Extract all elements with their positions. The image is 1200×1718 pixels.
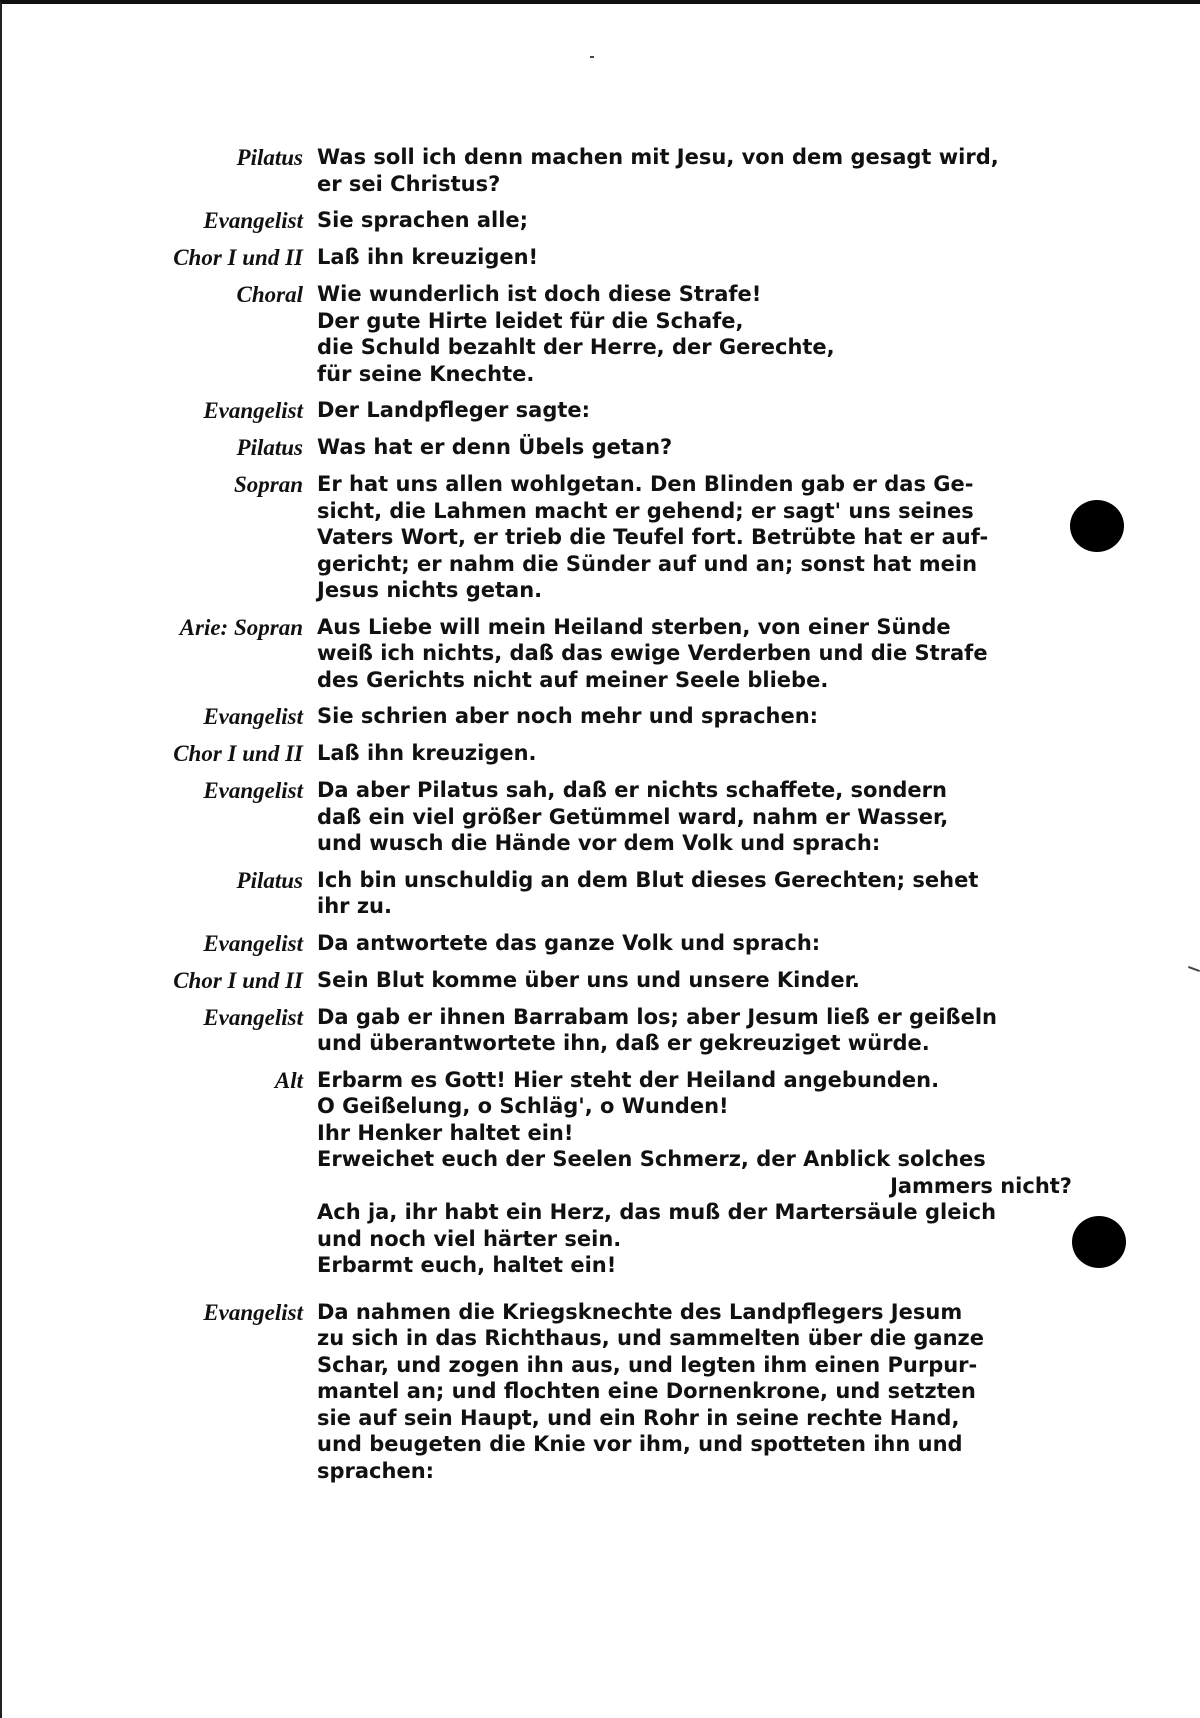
libretto-entry — [122, 614, 1072, 694]
sung-text — [317, 434, 1072, 461]
text-line: Erbarmt euch, haltet ein! — [317, 1253, 617, 1277]
text-line: und beugeten die Knie vor ihm, und spotteten ihn und — [317, 1432, 963, 1456]
text-line: für seine Knechte. — [317, 361, 535, 386]
text-line: Jesus nichts getan. — [317, 578, 543, 602]
text-line: weiß ich nichts, daß das ewige Verderben und die Strafe — [317, 641, 988, 665]
libretto-entry — [122, 207, 1072, 234]
text-line: mantel an; und flochten eine Dornenkrone, und setzten — [317, 1379, 976, 1403]
text-line: Da gab er ihnen Barrabam los; aber Jesum ließ er geißeln — [317, 1004, 998, 1029]
libretto-entry — [122, 281, 1072, 387]
text-line: Vaters Wort, er trieb die Teufel fort. Betrübte hat er auf- — [317, 525, 989, 549]
speaker-label: Choral — [236, 282, 303, 307]
libretto-entry — [122, 777, 1072, 857]
text-line: Was soll ich denn machen mit Jesu, von dem gesagt wird, — [317, 145, 999, 169]
text-line: Erbarm es Gott! Hier steht der Heiland angebunden. — [317, 1067, 940, 1092]
speaker-label: Pilatus — [236, 145, 303, 170]
text-line: Was hat er denn Übels getan? — [317, 435, 673, 459]
speaker-label: Sopran — [233, 472, 303, 497]
sung-text — [317, 967, 1072, 994]
speaker-label: Evangelist — [203, 208, 303, 233]
sung-text — [317, 740, 1072, 767]
text-line: die Schuld bezahlt der Herre, der Gerechte, — [317, 335, 835, 359]
text-line: Schar, und zogen ihn aus, und legten ihm einen Purpur- — [317, 1352, 978, 1377]
text-line: und noch viel härter sein. — [317, 1226, 622, 1251]
sung-text — [317, 777, 1072, 857]
text-line: Ich bin unschuldig an dem Blut dieses Gerechten; sehet — [317, 867, 979, 892]
speaker-label: Evangelist — [203, 398, 303, 423]
scan-speck — [1188, 966, 1200, 972]
libretto-entry — [122, 397, 1072, 424]
text-line: Da aber Pilatus sah, daß er nichts schaffete, sondern — [317, 778, 947, 802]
speaker-label: Arie: Sopran — [179, 614, 303, 640]
libretto-text — [122, 144, 1072, 1494]
ink-blot — [1070, 500, 1124, 552]
text-line: Er hat uns allen wohlgetan. Den Blinden gab er das Ge- — [317, 472, 974, 496]
text-line: er sei Christus? — [317, 171, 501, 196]
speaker-label: Evangelist — [203, 930, 303, 956]
text-line: Erweichet euch der Seelen Schmerz, der Anblick solches — [317, 1147, 986, 1171]
libretto-entry — [122, 1004, 1072, 1057]
text-line: O Geißelung, o Schläg', o Wunden! — [317, 1094, 729, 1118]
sung-text — [317, 144, 1072, 197]
libretto-entry — [122, 740, 1072, 767]
speaker-label: Alt — [274, 1067, 303, 1093]
sung-text — [317, 281, 1072, 387]
libretto-entry — [122, 703, 1072, 730]
text-line: Da nahmen die Kriegsknechte des Landpflegers Jesum — [317, 1299, 963, 1324]
text-line: des Gerichts nicht auf meiner Seele bliebe. — [317, 667, 829, 692]
speaker-label: Chor I und II — [173, 741, 303, 766]
libretto-entry — [122, 434, 1072, 461]
sung-text — [317, 867, 1072, 920]
speaker-label: Pilatus — [236, 435, 303, 460]
text-line: Ach ja, ihr habt ein Herz, das muß der Martersäule gleich — [317, 1200, 997, 1224]
text-line: Sein Blut komme über uns und unsere Kinder. — [317, 967, 860, 992]
text-line: sie auf sein Haupt, und ein Rohr in seine rechte Hand, — [317, 1405, 960, 1430]
speaker-label: Evangelist — [203, 778, 303, 803]
speaker-label: Chor I und II — [173, 967, 303, 993]
libretto-entry — [122, 471, 1072, 604]
text-line: Laß ihn kreuzigen. — [317, 741, 537, 765]
sung-text — [317, 1004, 1072, 1057]
text-line: gericht; er nahm die Sünder auf und an; sonst hat mein — [317, 551, 978, 576]
speaker-label: Evangelist — [203, 1299, 303, 1325]
libretto-entry — [122, 244, 1072, 271]
sung-text — [317, 471, 1072, 604]
sung-text — [317, 1299, 1072, 1485]
text-line: Aus Liebe will mein Heiland sterben, von einer Sünde — [317, 614, 951, 639]
text-line: Ihr Henker haltet ein! — [317, 1120, 574, 1145]
libretto-entry — [122, 1067, 1072, 1279]
sung-text — [317, 703, 1072, 730]
text-line: Sie sprachen alle; — [317, 208, 529, 232]
text-line: und wusch die Hände vor dem Volk und sprach: — [317, 831, 881, 855]
speaker-label: Pilatus — [236, 867, 303, 893]
text-line: Der gute Hirte leidet für die Schafe, — [317, 308, 744, 333]
text-line: daß ein viel größer Getümmel ward, nahm er Wasser, — [317, 804, 949, 829]
text-line: Da antwortete das ganze Volk und sprach: — [317, 930, 821, 955]
libretto-entry — [122, 930, 1072, 957]
text-line: und überantwortete ihn, daß er gekreuziget würde. — [317, 1031, 930, 1055]
sung-text — [317, 1067, 1072, 1279]
text-line: ihr zu. — [317, 894, 392, 918]
speaker-label: Evangelist — [203, 1004, 303, 1030]
sung-text — [317, 397, 1072, 424]
ink-blot — [1072, 1216, 1126, 1268]
text-line: sprachen: — [317, 1458, 435, 1483]
text-line: Der Landpfleger sagte: — [317, 398, 591, 422]
libretto-entry — [122, 144, 1072, 197]
speaker-label: Chor I und II — [173, 245, 303, 270]
text-line: Jammers nicht? — [890, 1173, 1072, 1198]
text-line: Wie wunderlich ist doch diese Strafe! — [317, 282, 762, 306]
libretto-entry — [122, 1299, 1072, 1485]
text-line: zu sich in das Richthaus, und sammelten über die ganze — [317, 1326, 984, 1350]
speaker-label: Evangelist — [203, 704, 303, 729]
sung-text — [317, 930, 1072, 957]
sung-text — [317, 614, 1072, 694]
text-line: Sie schrien aber noch mehr und sprachen: — [317, 704, 819, 728]
text-line: sicht, die Lahmen macht er gehend; er sagt' uns seines — [317, 498, 974, 523]
libretto-entry — [122, 967, 1072, 994]
sung-text — [317, 207, 1072, 234]
text-line: Laß ihn kreuzigen! — [317, 245, 539, 269]
scan-speck — [590, 56, 594, 58]
sung-text — [317, 244, 1072, 271]
libretto-entry — [122, 867, 1072, 920]
